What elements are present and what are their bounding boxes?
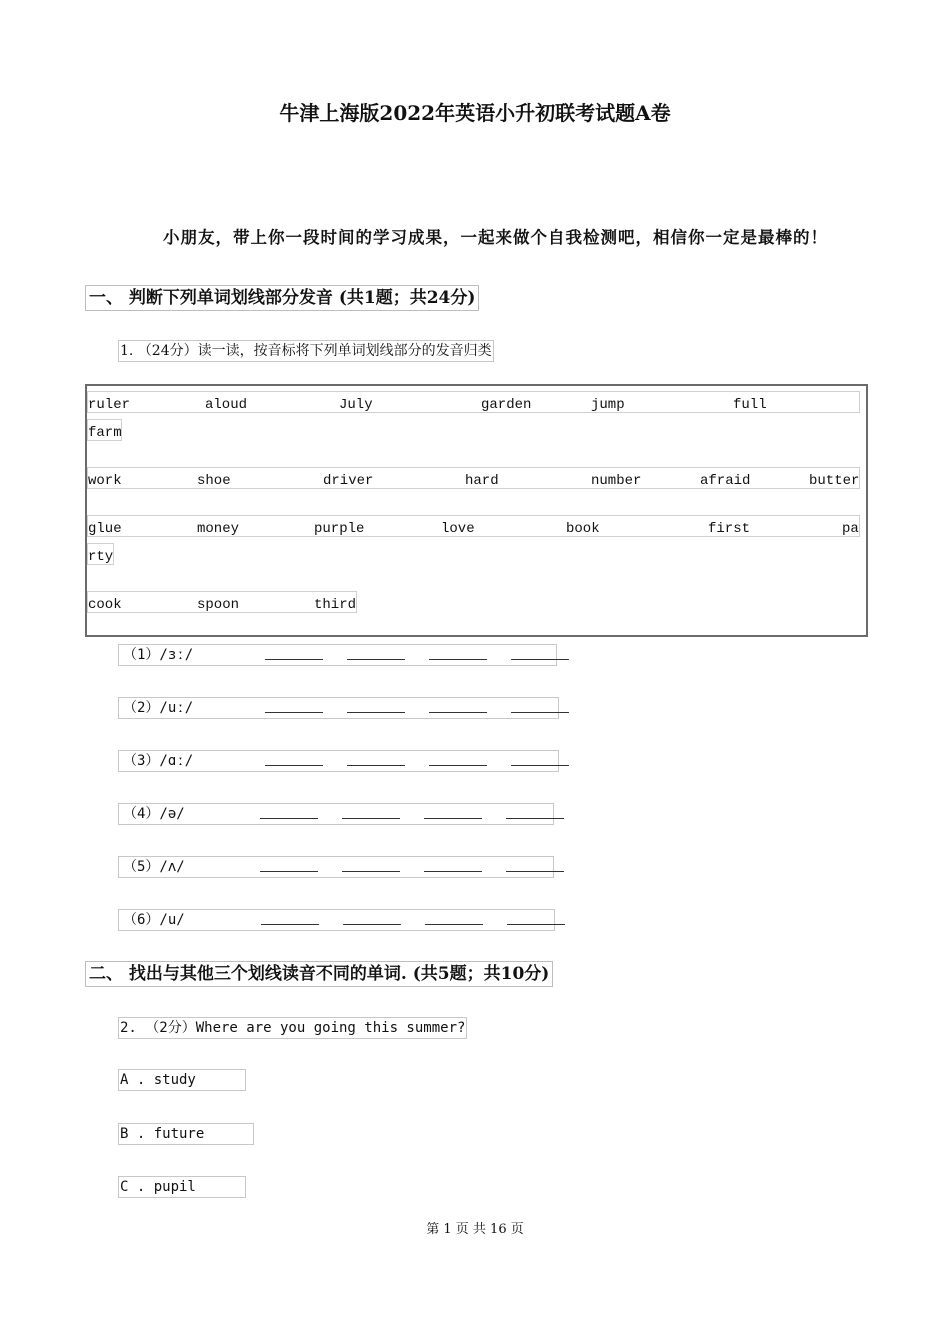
answer-label: （3）/ɑː/ — [123, 753, 194, 769]
answer-blank[interactable] — [265, 698, 323, 713]
answer-line-5[interactable] — [118, 856, 554, 878]
answer-blank[interactable] — [261, 910, 319, 925]
answer-line-2[interactable] — [118, 697, 559, 719]
word: rty — [88, 549, 114, 565]
option-b[interactable]: B . future — [118, 1123, 254, 1145]
answer-blank[interactable] — [265, 645, 323, 660]
word: full — [733, 397, 767, 413]
page-title: 牛津上海版2022年英语小升初联考试题A卷 — [279, 101, 671, 125]
word: shoe — [197, 473, 231, 489]
word: July — [339, 397, 373, 413]
word: love — [441, 521, 475, 537]
answer-blank[interactable] — [347, 751, 405, 766]
answer-blank[interactable] — [511, 698, 569, 713]
answer-blank[interactable] — [506, 804, 564, 819]
answer-blank[interactable] — [342, 857, 400, 872]
answer-label: （6）/u/ — [123, 912, 185, 928]
word: jump — [591, 397, 625, 413]
answer-blank[interactable] — [507, 910, 565, 925]
word: butter — [809, 473, 860, 489]
word: purple — [314, 521, 365, 537]
answer-blank[interactable] — [424, 857, 482, 872]
question-2: 2. （2分）Where are you going this summer? — [118, 1017, 467, 1039]
answer-label: （5）/ʌ/ — [123, 859, 185, 875]
answer-blank[interactable] — [511, 645, 569, 660]
answer-blank[interactable] — [429, 751, 487, 766]
answer-line-3[interactable] — [118, 750, 559, 772]
word: afraid — [700, 473, 751, 489]
word: third — [314, 597, 357, 613]
word: driver — [323, 473, 374, 489]
answer-blank[interactable] — [429, 698, 487, 713]
answer-label: （2）/uː/ — [123, 700, 194, 716]
word: money — [197, 521, 240, 537]
word: glue — [88, 521, 122, 537]
word: number — [591, 473, 642, 489]
answer-blank[interactable] — [342, 804, 400, 819]
word: work — [88, 473, 122, 489]
answer-blank[interactable] — [511, 751, 569, 766]
answer-blank[interactable] — [429, 645, 487, 660]
word: farm — [88, 425, 122, 441]
option-c[interactable]: C . pupil — [118, 1176, 246, 1198]
answer-blank[interactable] — [343, 910, 401, 925]
answer-line-1[interactable] — [118, 644, 557, 666]
word: spoon — [197, 597, 240, 613]
page-footer: 第 1 页 共 16 页 — [426, 1222, 524, 1237]
word-list-box — [85, 384, 868, 637]
answer-blank[interactable] — [265, 751, 323, 766]
answer-line-4[interactable] — [118, 803, 554, 825]
section-1-heading: 一、 判断下列单词划线部分发音 (共1题；共24分) — [85, 285, 479, 311]
word: first — [708, 521, 751, 537]
answer-blank[interactable] — [425, 910, 483, 925]
answer-line-6[interactable] — [118, 909, 555, 931]
section-2-heading: 二、 找出与其他三个划线读音不同的单词. (共5题；共10分) — [85, 961, 553, 987]
answer-blank[interactable] — [506, 857, 564, 872]
word: pa — [842, 521, 859, 537]
intro-text: 小朋友，带上你一段时间的学习成果，一起来做个自我检测吧，相信你一定是最棒的！ — [163, 228, 828, 247]
word: book — [566, 521, 600, 537]
word: ruler — [88, 397, 131, 413]
answer-label: （4）/ə/ — [123, 806, 185, 822]
answer-blank[interactable] — [424, 804, 482, 819]
answer-blank[interactable] — [347, 645, 405, 660]
word: aloud — [205, 397, 248, 413]
answer-label: （1）/ɜː/ — [123, 647, 194, 663]
option-a[interactable]: A . study — [118, 1069, 246, 1091]
answer-blank[interactable] — [347, 698, 405, 713]
word: cook — [88, 597, 122, 613]
answer-blank[interactable] — [260, 857, 318, 872]
answer-blank[interactable] — [260, 804, 318, 819]
question-1: 1. （24分）读一读，按音标将下列单词划线部分的发音归类 — [118, 340, 494, 362]
word: garden — [481, 397, 532, 413]
word: hard — [465, 473, 499, 489]
